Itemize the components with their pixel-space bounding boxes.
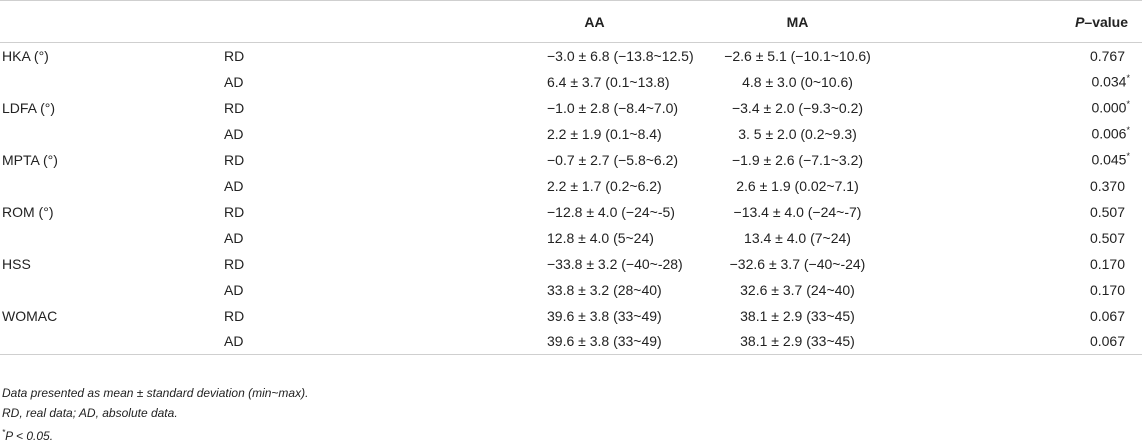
cell-p-value [947,199,1142,225]
header-type [222,1,407,43]
p-value-number: 0.170 [1089,281,1125,298]
cell-data-type: AD [224,281,244,298]
cell-aa: 2.2 ± 1.9 (0.1~8.4) [547,125,662,142]
cell-data-type: RD [224,255,245,272]
cell-data-type: AD [222,329,407,355]
table-footnotes [2,384,308,447]
table-row [0,95,1142,121]
cell-measure [0,69,222,95]
cell-p-value [947,173,1142,199]
cell-measure [0,173,222,199]
cell-aa: 12.8 ± 4.0 (5~24) [547,229,654,246]
table-row [0,329,1142,355]
cell-ma: 32.6 ± 3.7 (24~40) [740,281,855,298]
cell-p-value [947,329,1142,355]
cell-aa: 2.2 ± 1.7 (0.2~6.2) [547,177,662,194]
table-row [0,303,1142,329]
p-value-number: 0.000 [1091,99,1127,116]
cell-ma: −32.6 ± 3.7 (−40~-24) [729,255,866,272]
p-value-number: 0.507 [1089,203,1125,220]
cell-data-type: RD [224,307,245,324]
cell-data-type: RD [224,47,245,64]
cell-ma: 4.8 ± 3.0 (0~10.6) [742,73,853,90]
cell-ma: 38.1 ± 2.9 (33~45) [642,329,947,355]
cell-measure: HSS [2,255,31,272]
table-body [0,43,1142,355]
cell-measure: HKA (°) [2,47,49,64]
table-row [0,147,1142,173]
table-row [0,173,1142,199]
header-row [0,1,1142,43]
cell-data-type: AD [224,229,244,246]
cell-measure [0,121,222,147]
footnote-data-presented: Data presented as mean ± standard deviation (min~max). [2,386,309,400]
cell-ma: 13.4 ± 4.0 (7~24) [744,229,851,246]
header-p-rest: –value [1084,13,1128,30]
footnote-significance-mark: * [2,428,6,437]
cell-p-value [947,69,1142,95]
table-row [0,251,1142,277]
cell-p-value [947,225,1142,251]
table-row [0,69,1142,95]
cell-ma: −13.4 ± 4.0 (−24~-7) [733,203,862,220]
p-value-number: 0.767 [1089,47,1125,64]
cell-p-value [947,121,1142,147]
cell-p-value [947,43,1142,69]
cell-data-type: AD [224,177,244,194]
cell-measure: WOMAC [2,307,58,324]
cell-p-value [947,303,1142,329]
cell-measure [0,277,222,303]
significance-mark: * [1126,125,1130,136]
cell-data-type: RD [224,203,245,220]
table-row [0,277,1142,303]
cell-data-type: RD [224,99,245,116]
cell-aa: 39.6 ± 3.8 (33~49) [407,329,642,355]
table-row [0,225,1142,251]
footnote-abbreviations: RD, real data; AD, absolute data. [2,405,178,420]
header-p-italic: P [1075,13,1085,30]
table-header [0,1,1142,43]
header-aa: AA [407,1,642,43]
table-row [0,43,1142,69]
footnote-significance-text: P < 0.05. [5,429,54,443]
cell-data-type: RD [224,151,245,168]
p-value-number: 0.006 [1091,125,1127,142]
cell-aa: 6.4 ± 3.7 (0.1~13.8) [547,73,670,90]
cell-p-value [947,147,1142,173]
cell-measure: MPTA (°) [2,151,58,168]
cell-ma: 2.6 ± 1.9 (0.02~7.1) [736,177,859,194]
p-value-number: 0.067 [1089,307,1125,324]
cell-aa: −3.0 ± 6.8 (−13.8~12.5) [547,47,694,64]
cell-data-type: AD [224,73,244,90]
cell-ma: −3.4 ± 2.0 (−9.3~0.2) [731,99,864,116]
significance-mark: * [1126,73,1130,84]
table-row [0,199,1142,225]
table-row [0,121,1142,147]
p-value-number: 0.370 [1089,177,1125,194]
significance-mark: * [1126,99,1130,110]
cell-aa: 39.6 ± 3.8 (33~49) [547,307,662,324]
cell-measure: LDFA (°) [2,99,56,116]
cell-aa: −1.0 ± 2.8 (−8.4~7.0) [547,99,679,116]
cell-aa: 33.8 ± 3.2 (28~40) [547,281,662,298]
cell-data-type: AD [224,125,244,142]
p-value-number: 0.170 [1089,255,1125,272]
cell-measure [0,225,222,251]
cell-measure: ROM (°) [2,203,54,220]
cell-p-value [947,95,1142,121]
header-p-value [947,1,1142,43]
cell-p-value [947,277,1142,303]
cell-ma: 3. 5 ± 2.0 (0.2~9.3) [738,125,857,142]
cell-aa: −12.8 ± 4.0 (−24~-5) [547,203,675,220]
significance-mark: * [1126,151,1130,162]
p-value-number: 0.034 [1091,73,1127,90]
cell-ma: −2.6 ± 5.1 (−10.1~10.6) [724,47,871,64]
p-value-number: 0.067 [1089,333,1125,350]
cell-ma: −1.9 ± 2.6 (−7.1~3.2) [731,151,864,168]
header-ma: MA [642,1,947,43]
cell-aa: −33.8 ± 3.2 (−40~-28) [547,255,683,272]
cell-ma: 38.1 ± 2.9 (33~45) [740,307,855,324]
cell-measure [0,329,222,355]
cell-aa: −0.7 ± 2.7 (−5.8~6.2) [547,151,679,168]
header-measure [0,1,222,43]
p-value-number: 0.507 [1089,229,1125,246]
p-value-number: 0.045 [1091,151,1127,168]
cell-p-value [947,251,1142,277]
